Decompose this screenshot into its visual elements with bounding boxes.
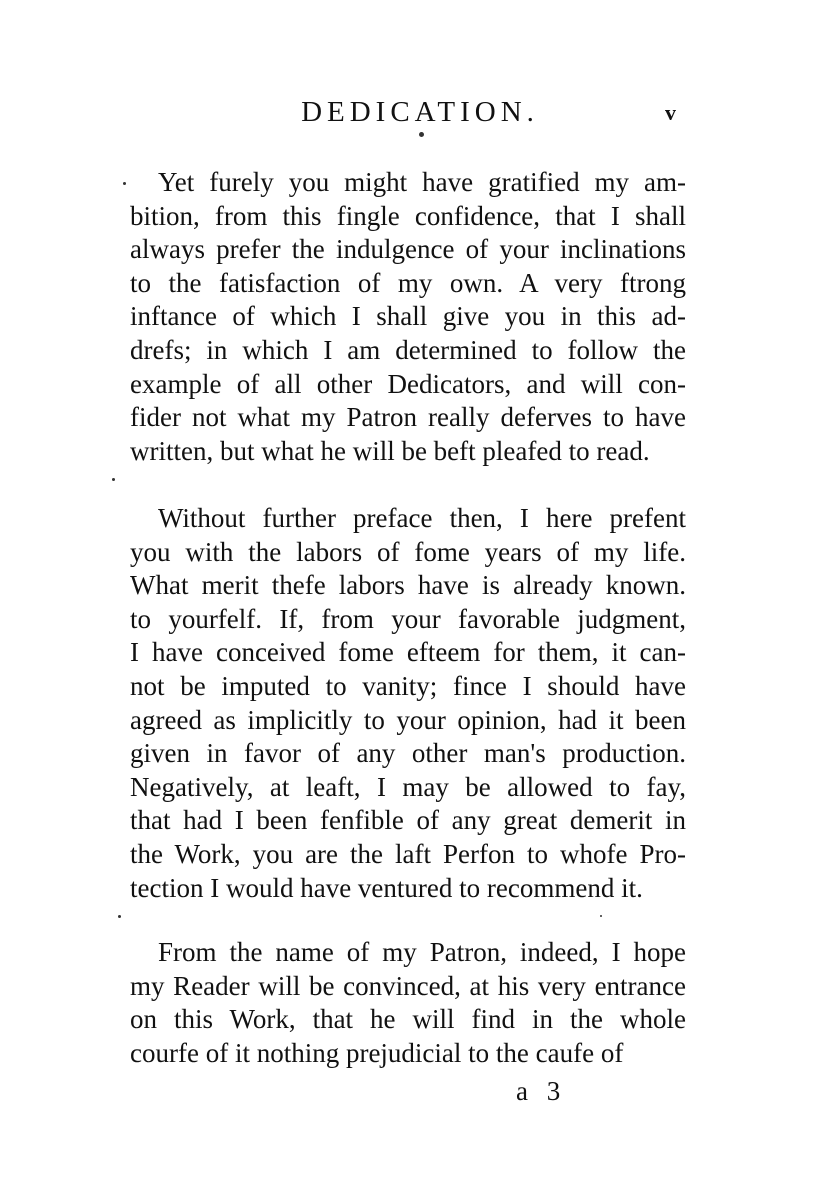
text-line: that had I been fenfible of any great demerit in [130,805,686,836]
ink-speck [419,132,424,137]
ink-speck [123,182,126,185]
text-line: agreed as implicitly to your opinion, had it been [130,704,686,735]
text-line: to yourfelf. If, from your favorable judgment, [130,603,686,634]
paragraph-2 [130,502,686,905]
text-line: tection I would have ventured to recommend it. [130,872,643,903]
text-line: Negatively, at leaft, I may be allowed to fay, [130,771,686,802]
text-line: What merit thefe labors have is already known. [130,570,686,601]
text-line: fider not what my Patron really deferves to have [130,402,686,433]
text-line: written, but what he will be beft pleafed to read. [130,435,650,466]
text-line: not be imputed to vanity; fince I should have [130,670,686,701]
ink-speck [118,915,121,918]
text-line: you with the labors of fome years of my life. [130,536,686,567]
text-line: given in favor of any other man's production. [130,738,686,769]
paragraph-3 [130,936,686,1070]
text-line: drefs; in which I am determined to follow the [130,334,686,365]
text-line: my Reader will be convinced, at his very entrance [130,970,686,1001]
running-head-title: DEDICATION. [301,96,539,128]
text-line: From the name of my Patron, indeed, I hope [158,937,686,967]
text-line: Without further preface then, I here prefent [158,503,686,533]
text-line: Yet furely you might have gratified my am- [158,167,686,197]
text-line: the Work, you are the laft Perfon to whofe Pro- [130,838,686,869]
text-line: always prefer the indulgence of your inclinations [130,234,686,265]
signature-mark: a 3 [516,1076,567,1106]
text-line: I have conceived fome efteem for them, it can- [130,637,686,668]
text-line: on this Work, that he will find in the whole [130,1004,686,1035]
text-line: example of all other Dedicators, and will con- [130,368,686,399]
page-mark: v [665,100,676,125]
ink-speck [112,478,115,481]
text-line: bition, from this fingle confidence, that I shall [130,200,686,231]
paragraph-1 [130,166,686,468]
ink-speck [600,915,602,917]
text-line: inftance of which I shall give you in this ad- [130,301,686,332]
text-line: to the fatisfaction of my own. A very ftrong [130,267,686,298]
text-line: courfe of it nothing prejudicial to the caufe of [130,1037,624,1068]
